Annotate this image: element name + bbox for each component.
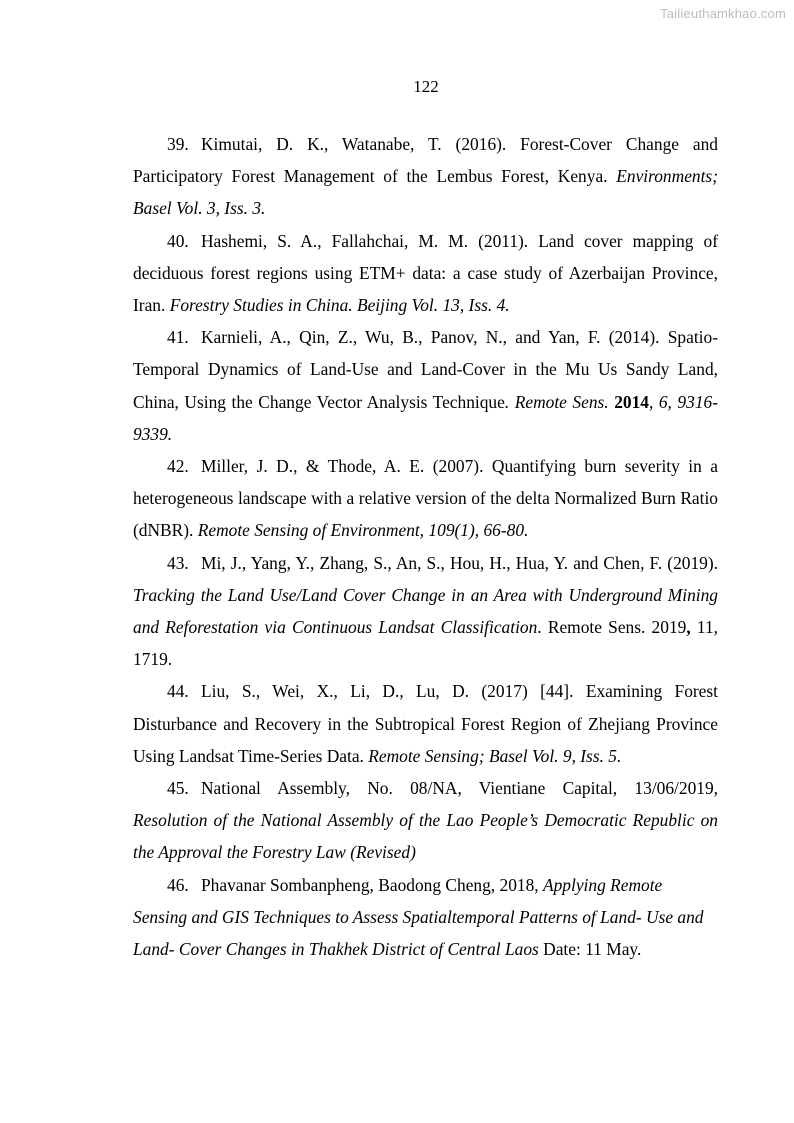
reference-number: 41. xyxy=(167,327,189,348)
reference-number: 39. xyxy=(167,134,189,154)
reference-number: 44. xyxy=(167,681,189,702)
watermark: Tailieuthamkhao.com xyxy=(660,6,786,21)
reference-number: 46. xyxy=(167,874,189,895)
reference-text: Phavanar Sombanpheng, Baodong Cheng, 2018, xyxy=(201,874,543,895)
reference-source: Remote Sensing; Basel Vol. 9, Iss. 5. xyxy=(368,745,622,766)
reference-text: Karnieli, A., Qin, Z., Wu, B., Panov, N., and Yan, F. (2014). Spatio-Temporal Dynamics of Land-Use and Land-Cover in the Mu Us Sandy Land, China, Using the Change Vector Analysis Technique xyxy=(133,327,718,412)
reference-text: National Assembly, No. 08/NA, Vientiane Capital, 13/06/2019, xyxy=(201,778,718,799)
reference-volume: 11, 1719. xyxy=(133,617,718,670)
reference-source: Environments; Basel Vol. 3, Iss. 3. xyxy=(133,166,718,219)
page-number: 122 xyxy=(413,77,439,96)
reference-number: 45. xyxy=(167,778,189,799)
reference-item xyxy=(133,869,718,966)
reference-number: 40. xyxy=(167,230,189,251)
reference-item xyxy=(133,772,718,869)
reference-text: Liu, S., Wei, X., Li, D., Lu, D. (2017) [44]. Examining Forest Disturbance and Recovery in the Subtropical Forest Region of Zhejiang Province Using Landsat Time-Series Data. xyxy=(133,681,718,766)
reference-title: Applying Remote Sensing and GIS Techniques to Assess Spatialtemporal Patterns of Land- Use and Land- Cover Changes in Thakhek District of Central Laos xyxy=(133,874,704,960)
reference-item xyxy=(133,547,718,676)
reference-list xyxy=(133,128,718,965)
reference-item xyxy=(133,675,718,772)
reference-item xyxy=(133,321,718,450)
reference-text: Hashemi, S. A., Fallahchai, M. M. (2011). Land cover mapping of deciduous forest regions using ETM+ data: a case study of Azerbaijan Province, Iran. xyxy=(133,230,718,316)
reference-item xyxy=(133,128,718,225)
reference-source: Remote Sensing of Environment, 109(1), 66-80. xyxy=(197,520,529,541)
reference-text: Miller, J. D., & Thode, A. E. (2007). Quantifying burn severity in a heterogeneous landscape with a relative version of the delta Normalized Burn Ratio (dNBR). xyxy=(133,456,718,541)
reference-item xyxy=(133,225,718,322)
reference-year: 2014 xyxy=(614,391,649,412)
reference-separator: , xyxy=(686,617,691,638)
reference-source: . Remote Sens. 2019 xyxy=(537,617,687,638)
reference-number: 42. xyxy=(167,456,189,477)
reference-item xyxy=(133,450,718,547)
reference-title: Resolution of the National Assembly of the Lao People’s Democratic Republic on the Approval the Forestry Law (Revised) xyxy=(133,810,718,863)
reference-text: Kimutai, D. K., Watanabe, T. (2016). Forest-Cover Change and Participatory Forest Management of the Lembus Forest, Kenya. xyxy=(133,134,718,187)
reference-text: Mi, J., Yang, Y., Zhang, S., An, S., Hou, H., Hua, Y. and Chen, F. (2019). xyxy=(201,552,718,573)
reference-title: Tracking the Land Use/Land Cover Change in an Area with Underground Mining and Reforestation via Continuous Landsat Classification xyxy=(133,584,718,638)
reference-number: 43. xyxy=(167,552,189,573)
reference-date: Date: 11 May. xyxy=(538,939,642,960)
reference-volume: , 6, 9316-9339. xyxy=(133,391,718,444)
reference-source: Forestry Studies in China. Beijing Vol. 13, Iss. 4. xyxy=(169,295,510,316)
reference-source: . Remote Sens. xyxy=(504,391,615,412)
